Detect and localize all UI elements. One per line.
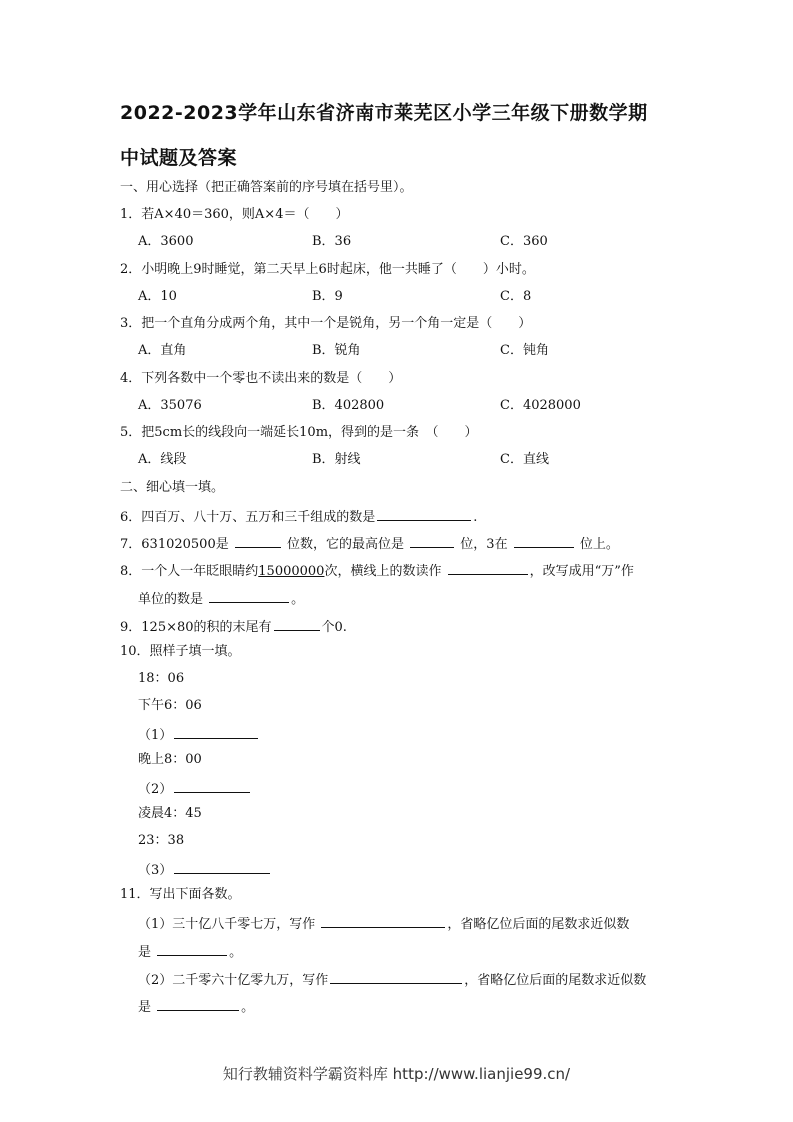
q11-sub2-part1: （2）二千零六十亿零九万，写作	[138, 973, 329, 988]
q5-option-a: A．线段	[138, 452, 187, 467]
q7-part2: 位数，它的最高位是	[287, 537, 405, 552]
q11-sub2-blank-write[interactable]	[330, 970, 462, 984]
q6-end: .	[473, 510, 478, 525]
q8-part4: 单位的数是	[138, 592, 204, 607]
q10-blank-2[interactable]	[174, 779, 250, 793]
q10-example-5: 23：38	[138, 833, 185, 848]
q7-part4: 位上。	[579, 537, 619, 552]
q7-blank-place[interactable]	[514, 534, 574, 548]
q6-answer-blank[interactable]	[377, 507, 471, 521]
q3-option-b: B．锐角	[312, 343, 361, 358]
q2-option-b: B．9	[312, 289, 343, 304]
question-1: 1．若A×40＝360，则A×4＝（ ）	[120, 207, 349, 222]
q8-part1: 8．一个人一年眨眼睛约	[120, 564, 259, 579]
q3-option-c: C．钝角	[500, 343, 549, 358]
q10-item-2	[138, 779, 252, 798]
question-2: 2．小明晚上9时睡觉，第二天早上6时起床，他一共睡了（ ）小时。	[120, 262, 535, 277]
question-7	[120, 534, 619, 553]
question-4: 4．下列各数中一个零也不读出来的数是（ ）	[120, 371, 402, 386]
q11-sub1-cont	[138, 942, 242, 961]
q4-option-a: A．35076	[138, 398, 202, 413]
q10-item-1	[138, 725, 260, 744]
q3-option-a: A．直角	[138, 343, 187, 358]
q10-example-4: 凌晨4：45	[138, 806, 202, 821]
q8-part2: 次，横线上的数读作	[324, 564, 442, 579]
q10-blank-1[interactable]	[174, 725, 258, 739]
page-title-line2: 中试题及答案	[120, 147, 238, 169]
q11-sub2-part2: ，省略亿位后面的尾数求近似数	[464, 973, 647, 988]
q5-option-c: C．直线	[500, 452, 549, 467]
question-8	[120, 561, 634, 580]
q8-number: 15000000	[258, 564, 325, 579]
q11-sub1-blank-write[interactable]	[321, 914, 445, 928]
q11-sub1-part4: 。	[229, 945, 243, 960]
question-10: 10．照样子填一填。	[120, 644, 241, 659]
q9-blank[interactable]	[274, 617, 320, 631]
q10-example-1: 18：06	[138, 671, 185, 686]
q9-part1: 9．125×80的积的末尾有	[120, 620, 272, 635]
q8-blank-wan[interactable]	[209, 589, 289, 603]
q11-sub2-blank-approx[interactable]	[157, 997, 239, 1011]
q11-sub2	[138, 970, 646, 989]
q11-sub1-part3: 是	[138, 945, 152, 960]
q11-sub2-part3: 是	[138, 1000, 152, 1015]
page-title-line1: 2022-2023学年山东省济南市莱芜区小学三年级下册数学期	[120, 102, 648, 124]
q10-example-2: 下午6：06	[138, 698, 202, 713]
q7-part3: 位，3在	[460, 537, 508, 552]
q10-blank-3[interactable]	[174, 860, 270, 874]
q10-example-3: 晚上8：00	[138, 752, 202, 767]
section2-heading: 二、细心填一填。	[120, 480, 225, 495]
q11-sub2-cont	[138, 997, 254, 1016]
q8-part5: 。	[291, 592, 305, 607]
section1-heading: 一、用心选择（把正确答案前的序号填在括号里）。	[120, 180, 413, 195]
q4-option-b: B．402800	[312, 398, 385, 413]
question-9	[120, 617, 347, 636]
question-3: 3．把一个直角分成两个角，其中一个是锐角，另一个角一定是（ ）	[120, 316, 532, 331]
q11-sub1-part1: （1）三十亿八千零七万，写作	[138, 917, 316, 932]
question-11: 11．写出下面各数。	[120, 887, 241, 902]
q6-text: 6．四百万、八十万、五万和三千组成的数是	[120, 510, 376, 525]
q11-sub1	[138, 914, 629, 933]
q10-label-1: （1）	[138, 728, 173, 743]
q1-option-c: C．360	[500, 234, 548, 249]
q11-sub1-blank-approx[interactable]	[157, 942, 227, 956]
question-8-cont	[138, 589, 304, 608]
q8-blank-reading[interactable]	[448, 561, 528, 575]
question-5: 5．把5cm长的线段向一端延长10m，得到的是一条 （ ）	[120, 425, 478, 440]
q2-option-c: C．8	[500, 289, 532, 304]
q2-option-a: A．10	[138, 289, 177, 304]
q10-label-3: （3）	[138, 863, 173, 878]
q10-label-2: （2）	[138, 782, 173, 797]
q7-blank-highest[interactable]	[410, 534, 454, 548]
q9-part2: 个0.	[321, 620, 347, 635]
footer-watermark: 知行教辅资料学霸资料库 http://www.lianjie99.cn/	[222, 1065, 571, 1083]
q7-blank-digits[interactable]	[235, 534, 281, 548]
question-6	[120, 507, 477, 526]
q10-item-3	[138, 860, 272, 879]
q7-part1: 7．631020500是	[120, 537, 229, 552]
q5-option-b: B．射线	[312, 452, 361, 467]
q1-option-b: B．36	[312, 234, 352, 249]
q11-sub1-part2: ，省略亿位后面的尾数求近似数	[447, 917, 630, 932]
q1-option-a: A．3600	[138, 234, 194, 249]
q11-sub2-part4: 。	[241, 1000, 255, 1015]
q4-option-c: C．4028000	[500, 398, 581, 413]
q8-part3: ，改写成用“万”作	[529, 564, 634, 579]
